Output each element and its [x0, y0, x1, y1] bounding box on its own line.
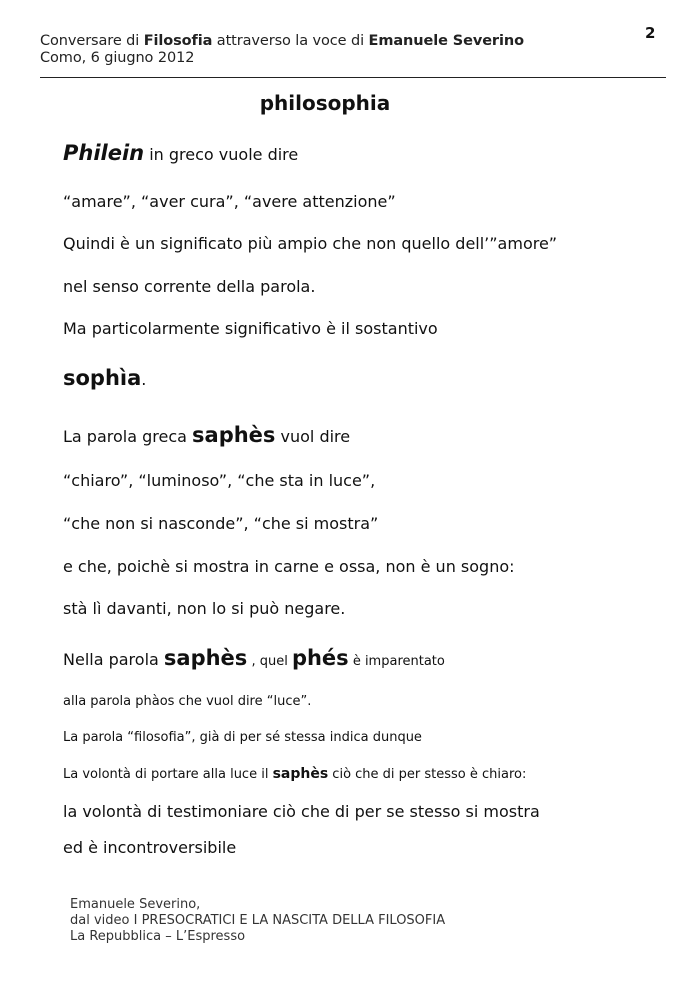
- page-title: philosophia: [259, 91, 391, 115]
- credit-publisher: La Repubblica – L’Espresso: [70, 929, 246, 944]
- body-line-10: e che, poichè si mostra in carne e ossa, non è un sogno:: [63, 557, 515, 576]
- keyword-sophia: sophìa: [63, 366, 142, 390]
- body-line-12: [63, 646, 445, 670]
- header-line-1: [40, 33, 640, 50]
- body-line-15-pre: La volontà di portare alla luce il: [63, 767, 273, 782]
- body-line-11: stà lì davanti, non lo si può negare.: [63, 599, 346, 618]
- body-line-12-mid: , quel: [247, 654, 292, 669]
- body-line-15: [63, 766, 526, 782]
- body-line-9: “che non si nasconde”, “che si mostra”: [63, 514, 379, 533]
- page-number: 2: [645, 24, 656, 42]
- keyword-saphes: saphès: [192, 423, 276, 447]
- body-line-14: La parola “filosofia”, già di per sé stessa indica dunque: [63, 730, 422, 745]
- keyword-saphes-3: saphès: [272, 766, 329, 782]
- credit-author: Emanuele Severino,: [70, 897, 201, 912]
- document-header: [40, 33, 640, 67]
- header-rule: [40, 77, 666, 78]
- body-line-15-post: ciò che di per stesso è chiaro:: [328, 767, 527, 782]
- body-line-17: ed è incontroversibile: [63, 838, 237, 857]
- credit-source: dal video I PRESOCRATICI E LA NASCITA DELLA FILOSOFIA: [70, 913, 446, 928]
- keyword-saphes-2: saphès: [163, 646, 248, 670]
- keyword-philein: Philein: [63, 141, 145, 165]
- header-subject: Filosofia: [143, 33, 213, 49]
- body-line-4: nel senso corrente della parola.: [63, 277, 316, 296]
- header-author: Emanuele Severino: [368, 33, 524, 49]
- body-line-12-pre: Nella parola: [63, 650, 164, 669]
- body-line-7-post: vuol dire: [275, 427, 351, 446]
- keyword-phes: phés: [291, 646, 349, 670]
- body-line-6: [63, 366, 146, 390]
- body-line-13: alla parola phàos che vuol dire “luce”.: [63, 694, 312, 709]
- source-credit: [70, 897, 445, 945]
- body-line-16: la volontà di testimoniare ciò che di per se stesso si mostra: [63, 802, 540, 821]
- body-line-7-pre: La parola greca: [63, 427, 193, 446]
- body-line-7: [63, 423, 350, 447]
- header-prefix: Conversare di: [40, 33, 144, 49]
- body-line-2: “amare”, “aver cura”, “avere attenzione”: [63, 192, 396, 211]
- body-line-3: Quindi è un significato più ampio che non quello dell’”amore”: [63, 234, 558, 253]
- body-line-1-rest: in greco vuole dire: [144, 145, 299, 164]
- body-line-8: “chiaro”, “luminoso”, “che sta in luce”,: [63, 471, 376, 490]
- body-line-6-rest: .: [141, 370, 147, 389]
- body-line-1: [63, 141, 298, 165]
- body-line-12-post: è imparentato: [348, 654, 445, 669]
- header-line-2: Como, 6 giugno 2012: [40, 50, 195, 66]
- body-line-5: Ma particolarmente significativo è il sostantivo: [63, 319, 438, 338]
- header-mid: attraverso la voce di: [212, 33, 369, 49]
